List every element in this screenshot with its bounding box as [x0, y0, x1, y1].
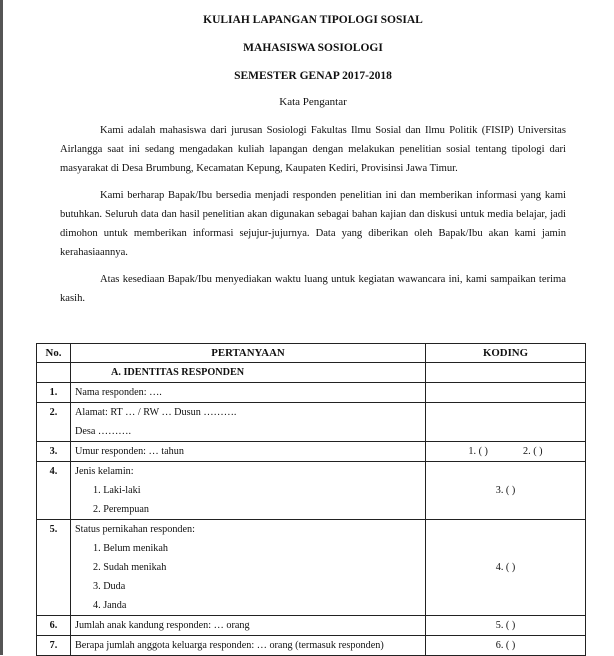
question: [71, 403, 426, 442]
table-row: [37, 383, 586, 403]
question: Nama responden: ….: [71, 383, 426, 403]
coding-cell[interactable]: [426, 383, 586, 403]
row-no: 1.: [37, 383, 71, 403]
table-row: [37, 520, 586, 616]
doc-title-2: MAHASISWA SOSIOLOGI: [243, 42, 383, 54]
section-title: A. IDENTITAS RESPONDEN: [71, 363, 426, 383]
coding-cell[interactable]: 3. ( ): [426, 462, 586, 520]
intro-text-2: Kami berharap Bapak/Ibu bersedia menjadi responden penelitian ini dan memberikan informasi yang kami butuhkan. Seluruh data dan hasil penelitian akan digunakan sebagai bahan kajian dan diskusi untuk media belajar, jadi dimohon untuk memberikan informasi sejujur-jujurnya. Data yang diberikan oleh Bapak/Ibu akan kami jamin kerahasiaannya.: [60, 190, 566, 258]
coding-cell[interactable]: 5. ( ): [426, 616, 586, 636]
intro-paragraph-2: [60, 186, 566, 262]
option: 1. Laki-laki: [93, 485, 141, 496]
doc-title-3: SEMESTER GENAP 2017-2018: [234, 70, 392, 82]
table-row: [37, 442, 586, 462]
question: [71, 520, 426, 616]
questionnaire-table: [36, 343, 586, 656]
question: Berapa jumlah anggota keluarga responden: … orang (termasuk responden): [71, 636, 426, 656]
coding-cell[interactable]: 4. ( ): [426, 520, 586, 616]
option: 2. Sudah menikah: [93, 562, 167, 573]
intro-paragraph-1: [60, 121, 566, 178]
option: 3. Duda: [93, 581, 126, 592]
option: 4. Janda: [93, 600, 127, 611]
question: [71, 462, 426, 520]
row-no: 6.: [37, 616, 71, 636]
question: Jumlah anak kandung responden: … orang: [71, 616, 426, 636]
question-text: Status pernikahan responden:: [75, 524, 195, 535]
option: 1. Belum menikah: [93, 543, 168, 554]
table-row: [37, 616, 586, 636]
intro-text-1: Kami adalah mahasiswa dari jurusan Sosiologi Fakultas Ilmu Sosial dan Ilmu Politik (FISIP) Universitas Airlangga saat ini sedang mengadakan kuliah lapangan dengan melakukan penelitian sosial tentang tipologi dari masyarakat di Desa Brumbung, Kecamatan Kepung, Kaupaten Kediri, Provisinsi Jawa Timur.: [60, 125, 566, 174]
doc-title: KULIAH LAPANGAN TIPOLOGI SOSIAL: [203, 14, 423, 26]
table-header-row: [37, 344, 586, 363]
coding-cell[interactable]: [426, 442, 586, 462]
intro-text-3: Atas kesediaan Bapak/Ibu menyediakan waktu luang untuk kegiatan wawancara ini, kami sampaikan terima kasih.: [60, 274, 566, 304]
coding-cell[interactable]: 6. ( ): [426, 636, 586, 656]
question: Umur responden: … tahun: [71, 442, 426, 462]
address-line: Alamat: RT … / RW … Dusun ……….: [75, 407, 237, 418]
coding-cell[interactable]: [426, 403, 586, 442]
village-line: Desa ……….: [75, 426, 132, 437]
section-row: [37, 363, 586, 383]
col-question: PERTANYAAN: [71, 344, 426, 363]
coding-option[interactable]: 2. ( ): [523, 446, 543, 457]
table-row: [37, 403, 586, 442]
left-border: [0, 0, 3, 655]
row-no: 5.: [37, 520, 71, 616]
col-no: No.: [37, 344, 71, 363]
col-coding: KODING: [426, 344, 586, 363]
option: 2. Perempuan: [93, 504, 150, 515]
row-no: 4.: [37, 462, 71, 520]
coding-option[interactable]: 1. ( ): [468, 446, 488, 457]
row-no: 7.: [37, 636, 71, 656]
table-row: [37, 462, 586, 520]
row-no: 3.: [37, 442, 71, 462]
row-no: 2.: [37, 403, 71, 442]
intro-paragraph-3: [60, 270, 566, 308]
table-row: [37, 636, 586, 656]
question-text: Jenis kelamin:: [75, 466, 134, 477]
foreword-heading: Kata Pengantar: [279, 96, 347, 108]
